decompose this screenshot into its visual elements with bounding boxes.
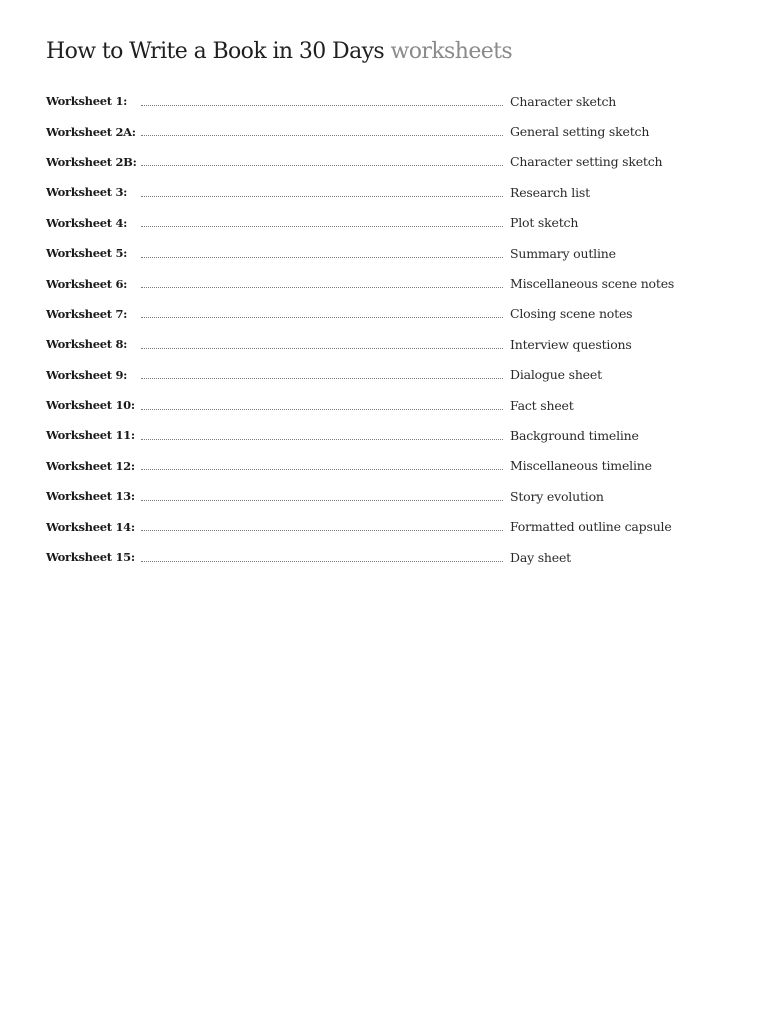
worksheet-label: Worksheet 3: <box>46 185 128 200</box>
worksheet-label: Worksheet 15: <box>46 550 135 565</box>
dot-leader <box>141 105 503 106</box>
list-item <box>46 420 686 450</box>
worksheet-name: Character setting sketch <box>510 154 663 170</box>
worksheet-name: Dialogue sheet <box>510 367 602 383</box>
worksheet-name: Research list <box>510 184 590 200</box>
worksheet-label: Worksheet 8: <box>46 337 128 352</box>
worksheet-label: Worksheet 5: <box>46 246 128 261</box>
list-item <box>46 451 686 481</box>
dot-leader <box>141 530 503 531</box>
dot-leader <box>141 409 503 410</box>
list-item <box>46 542 686 572</box>
worksheet-name: Background timeline <box>510 427 639 443</box>
worksheet-label: Worksheet 4: <box>46 215 128 230</box>
title-subtitle: worksheets <box>390 39 513 64</box>
list-item <box>46 360 686 390</box>
worksheet-name: Formatted outline capsule <box>510 519 672 535</box>
list-item <box>46 390 686 420</box>
dot-leader <box>141 469 503 470</box>
worksheet-name: Closing scene notes <box>510 306 633 322</box>
list-item <box>46 177 686 207</box>
list-item <box>46 299 686 329</box>
dot-leader <box>141 196 503 197</box>
worksheet-name: Story evolution <box>510 488 604 504</box>
list-item <box>46 481 686 511</box>
dot-leader <box>141 561 503 562</box>
worksheet-name: Miscellaneous timeline <box>510 458 652 474</box>
list-item <box>46 147 686 177</box>
dot-leader <box>141 378 503 379</box>
worksheet-label: Worksheet 13: <box>46 489 135 504</box>
list-item <box>46 329 686 359</box>
list-item <box>46 511 686 541</box>
worksheet-name: Day sheet <box>510 549 571 565</box>
worksheet-label: Worksheet 9: <box>46 367 128 382</box>
dot-leader <box>141 348 503 349</box>
list-item <box>46 116 686 146</box>
worksheet-label: Worksheet 2A: <box>46 124 136 139</box>
worksheet-label: Worksheet 1: <box>46 94 128 109</box>
list-item <box>46 208 686 238</box>
worksheet-list <box>46 86 686 572</box>
dot-leader <box>141 439 503 440</box>
worksheet-name: Summary outline <box>510 245 616 261</box>
worksheet-name: General setting sketch <box>510 124 650 140</box>
dot-leader <box>141 257 503 258</box>
worksheet-label: Worksheet 10: <box>46 398 135 413</box>
dot-leader <box>141 317 503 318</box>
worksheet-label: Worksheet 12: <box>46 458 135 473</box>
list-item <box>46 268 686 298</box>
page-title <box>46 36 512 68</box>
worksheet-name: Interview questions <box>510 336 632 352</box>
worksheet-name: Miscellaneous scene notes <box>510 276 675 292</box>
dot-leader <box>141 165 503 166</box>
worksheet-label: Worksheet 14: <box>46 519 135 534</box>
worksheet-label: Worksheet 6: <box>46 276 128 291</box>
worksheet-label: Worksheet 11: <box>46 428 135 443</box>
worksheet-name: Character sketch <box>510 93 617 109</box>
worksheet-label: Worksheet 2B: <box>46 154 137 169</box>
title-main: How to Write a Book in 30 Days <box>46 39 385 64</box>
dot-leader <box>141 500 503 501</box>
dot-leader <box>141 287 503 288</box>
worksheet-name: Plot sketch <box>510 215 579 231</box>
worksheet-name: Fact sheet <box>510 397 574 413</box>
worksheet-label: Worksheet 7: <box>46 306 128 321</box>
list-item <box>46 86 686 116</box>
dot-leader <box>141 135 503 136</box>
dot-leader <box>141 226 503 227</box>
list-item <box>46 238 686 268</box>
